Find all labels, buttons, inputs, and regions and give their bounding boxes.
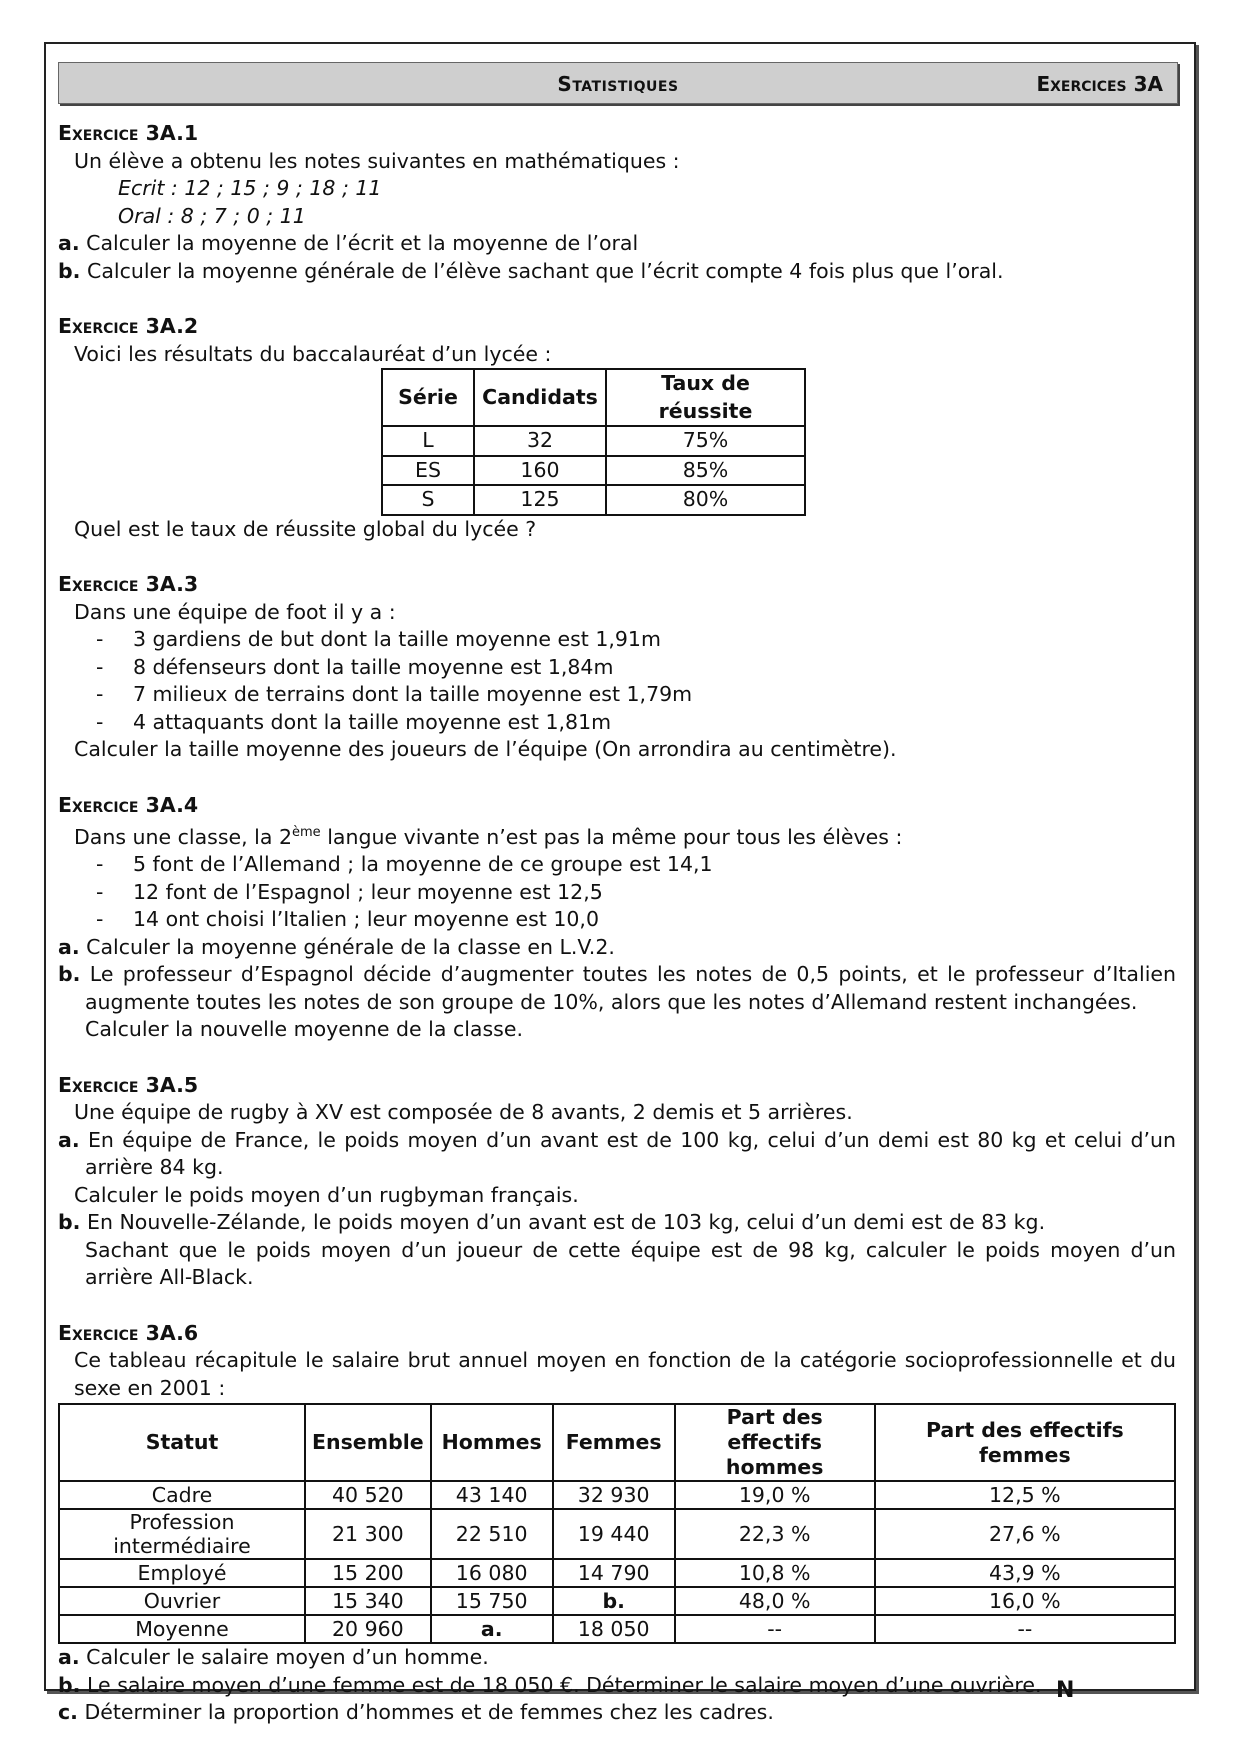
table-cell: Cadre	[59, 1481, 305, 1509]
question-label: a.	[58, 1127, 80, 1152]
list-item: - 5 font de l’Allemand ; la moyenne de ce groupe est 14,1	[58, 851, 1176, 879]
bac-results-table	[381, 368, 806, 516]
table-cell: 48,0 %	[675, 1587, 875, 1615]
notes-oral: Oral : 8 ; 7 ; 0 ; 11	[118, 203, 306, 228]
list-item: - 3 gardiens de but dont la taille moyenne est 1,91m	[58, 626, 1176, 654]
table-cell: 22 510	[431, 1509, 553, 1559]
table-cell: --	[675, 1615, 875, 1643]
question-label: b.	[58, 962, 81, 987]
page-corner-mark: N	[1056, 1678, 1075, 1703]
table-header: Part des effectifs femmes	[875, 1404, 1175, 1481]
question-text: Calculer la nouvelle moyenne de la classe.	[85, 1017, 523, 1042]
superscript: ème	[292, 825, 321, 840]
table-cell: 21 300	[305, 1509, 431, 1559]
table-header: Hommes	[431, 1404, 553, 1481]
table-cell: Profession intermédiaire	[59, 1509, 305, 1559]
table-cell: 12,5 %	[875, 1481, 1175, 1509]
salary-table	[58, 1403, 1176, 1644]
exercise-intro: Dans une équipe de foot il y a :	[74, 599, 396, 624]
question-text: Sachant que le poids moyen d’un joueur de cette équipe est de 98 kg, calculer le poids moyen d’un arrière All-Black.	[85, 1237, 1176, 1290]
exercise-title: Exercice 3A.2	[58, 314, 199, 338]
question-label: b.	[58, 258, 81, 283]
question-a	[58, 230, 1176, 258]
question-text: Calculer le poids moyen d’un rugbyman français.	[74, 1182, 579, 1207]
question-b	[58, 1672, 1176, 1700]
table-row	[382, 456, 805, 486]
question-label: b.	[58, 1210, 81, 1235]
exercise-intro: Une équipe de rugby à XV est composée de 8 avants, 2 demis et 5 arrières.	[74, 1100, 853, 1125]
notes-ecrit: Ecrit : 12 ; 15 ; 9 ; 18 ; 11	[118, 176, 382, 200]
table-header: Série	[382, 369, 474, 426]
table-cell: a.	[431, 1615, 553, 1643]
exercise-question: Calculer la taille moyenne des joueurs de l’équipe (On arrondira au centimètre).	[74, 737, 897, 761]
table-cell: 27,6 %	[875, 1509, 1175, 1559]
question-text: Le professeur d’Espagnol décide d’augmenter toutes les notes de 0,5 points, et le professeur d’Italien augmente toutes les notes de son groupe de 10%, alors que les notes d’Allemand restent inchangées.	[85, 962, 1176, 1014]
table-cell: 125	[474, 485, 606, 515]
table-cell: 15 340	[305, 1587, 431, 1615]
question-text: Calculer le salaire moyen d’un homme.	[86, 1645, 489, 1670]
question-text: Calculer la moyenne générale de la classe en L.V.2.	[86, 934, 615, 959]
table-header-row	[59, 1404, 1175, 1481]
exercise-4	[58, 792, 1176, 1044]
exercise-question: Quel est le taux de réussite global du lycée ?	[74, 516, 537, 541]
question-a	[58, 1127, 1176, 1182]
table-cell: 15 750	[431, 1587, 553, 1615]
exercise-intro: Ce tableau récapitule le salaire brut annuel moyen en fonction de la catégorie socioprofessionnelle et du sexe en 2001 :	[74, 1348, 1176, 1400]
question-b	[58, 1209, 1176, 1237]
table-cell: 32	[474, 426, 606, 456]
table-cell: Ouvrier	[59, 1587, 305, 1615]
table-row	[59, 1587, 1175, 1615]
table-cell: 22,3 %	[675, 1509, 875, 1559]
table-row	[382, 426, 805, 456]
question-b	[58, 961, 1176, 1016]
table-cell: Employé	[59, 1559, 305, 1587]
question-text: En Nouvelle-Zélande, le poids moyen d’un avant est de 103 kg, celui d’un demi est de 83 kg.	[87, 1210, 1046, 1235]
list-item: - 8 défenseurs dont la taille moyenne est 1,84m	[58, 654, 1176, 682]
table-cell: 16,0 %	[875, 1587, 1175, 1615]
table-cell: 43,9 %	[875, 1559, 1175, 1587]
table-cell: 43 140	[431, 1481, 553, 1509]
table-row	[382, 485, 805, 515]
table-cell: 160	[474, 456, 606, 486]
exercise-intro	[58, 819, 1176, 851]
exercise-title: Exercice 3A.1	[58, 121, 199, 145]
question-label: a.	[58, 231, 80, 255]
section-label: Exercices 3A	[1036, 72, 1163, 96]
exercise-2	[58, 313, 1176, 543]
table-cell: S	[382, 485, 474, 515]
table-cell: 85%	[606, 456, 805, 486]
table-cell: 16 080	[431, 1559, 553, 1587]
question-text: Calculer la moyenne générale de l’élève sachant que l’écrit compte 4 fois plus que l’oral.	[87, 258, 1004, 283]
question-text: Calculer la moyenne de l’écrit et la moyenne de l’oral	[86, 231, 639, 255]
table-cell: 20 960	[305, 1615, 431, 1643]
exercise-content	[58, 120, 1176, 1727]
question-a	[58, 1644, 1176, 1672]
table-cell: 32 930	[553, 1481, 675, 1509]
table-row	[59, 1559, 1175, 1587]
question-b	[58, 258, 1176, 286]
exercise-title: Exercice 3A.6	[58, 1320, 199, 1345]
exercise-1	[58, 120, 1176, 285]
exercise-title: Exercice 3A.4	[58, 792, 199, 817]
exercise-title: Exercice 3A.3	[58, 572, 199, 596]
table-cell: Moyenne	[59, 1615, 305, 1643]
table-row	[59, 1615, 1175, 1643]
table-cell: 80%	[606, 485, 805, 515]
table-cell: L	[382, 426, 474, 456]
exercise-5	[58, 1072, 1176, 1292]
question-a	[58, 934, 1176, 962]
list-item: - 12 font de l’Espagnol ; leur moyenne est 12,5	[58, 879, 1176, 907]
intro-text: Dans une classe, la 2	[74, 824, 293, 849]
table-header: Taux de réussite	[606, 369, 805, 426]
question-text: Le salaire moyen d’une femme est de 18 050 €. Déterminer le salaire moyen d’une ouvrière.	[87, 1672, 1042, 1697]
table-header: Femmes	[553, 1404, 675, 1481]
table-header: Part des effectifs hommes	[675, 1404, 875, 1481]
intro-text: langue vivante n’est pas la même pour tous les élèves :	[320, 824, 903, 849]
page-title: Statistiques	[557, 72, 679, 96]
exercise-intro: Voici les résultats du baccalauréat d’un lycée :	[74, 341, 552, 366]
table-header: Statut	[59, 1404, 305, 1481]
table-cell: 19,0 %	[675, 1481, 875, 1509]
question-label: a.	[58, 934, 80, 959]
question-label: a.	[58, 1645, 80, 1670]
exercise-intro: Un élève a obtenu les notes suivantes en mathématiques :	[74, 148, 680, 173]
list-item: - 14 ont choisi l’Italien ; leur moyenne est 10,0	[58, 906, 1176, 934]
table-header-row	[382, 369, 805, 426]
table-cell: 19 440	[553, 1509, 675, 1559]
table-cell: b.	[553, 1587, 675, 1615]
exercise-title: Exercice 3A.5	[58, 1072, 199, 1097]
table-cell: --	[875, 1615, 1175, 1643]
table-cell: 18 050	[553, 1615, 675, 1643]
exercise-3	[58, 571, 1176, 764]
table-cell: 75%	[606, 426, 805, 456]
question-label: b.	[58, 1672, 81, 1697]
table-header: Ensemble	[305, 1404, 431, 1481]
table-row	[59, 1509, 1175, 1559]
question-label: c.	[58, 1700, 78, 1725]
table-row	[59, 1481, 1175, 1509]
table-cell: 15 200	[305, 1559, 431, 1587]
table-cell: 14 790	[553, 1559, 675, 1587]
exercise-6	[58, 1320, 1176, 1727]
table-header: Candidats	[474, 369, 606, 426]
question-text: En équipe de France, le poids moyen d’un avant est de 100 kg, celui d’un demi est 80 kg et celui d’un arrière 84 kg.	[85, 1127, 1176, 1180]
table-cell: ES	[382, 456, 474, 486]
list-item: - 7 milieux de terrains dont la taille moyenne est 1,79m	[58, 681, 1176, 709]
page-header	[58, 62, 1178, 104]
question-text: Déterminer la proportion d’hommes et de femmes chez les cadres.	[84, 1700, 774, 1725]
list-item: - 4 attaquants dont la taille moyenne est 1,81m	[58, 709, 1176, 737]
question-c	[58, 1699, 1176, 1727]
table-cell: 40 520	[305, 1481, 431, 1509]
table-cell: 10,8 %	[675, 1559, 875, 1587]
